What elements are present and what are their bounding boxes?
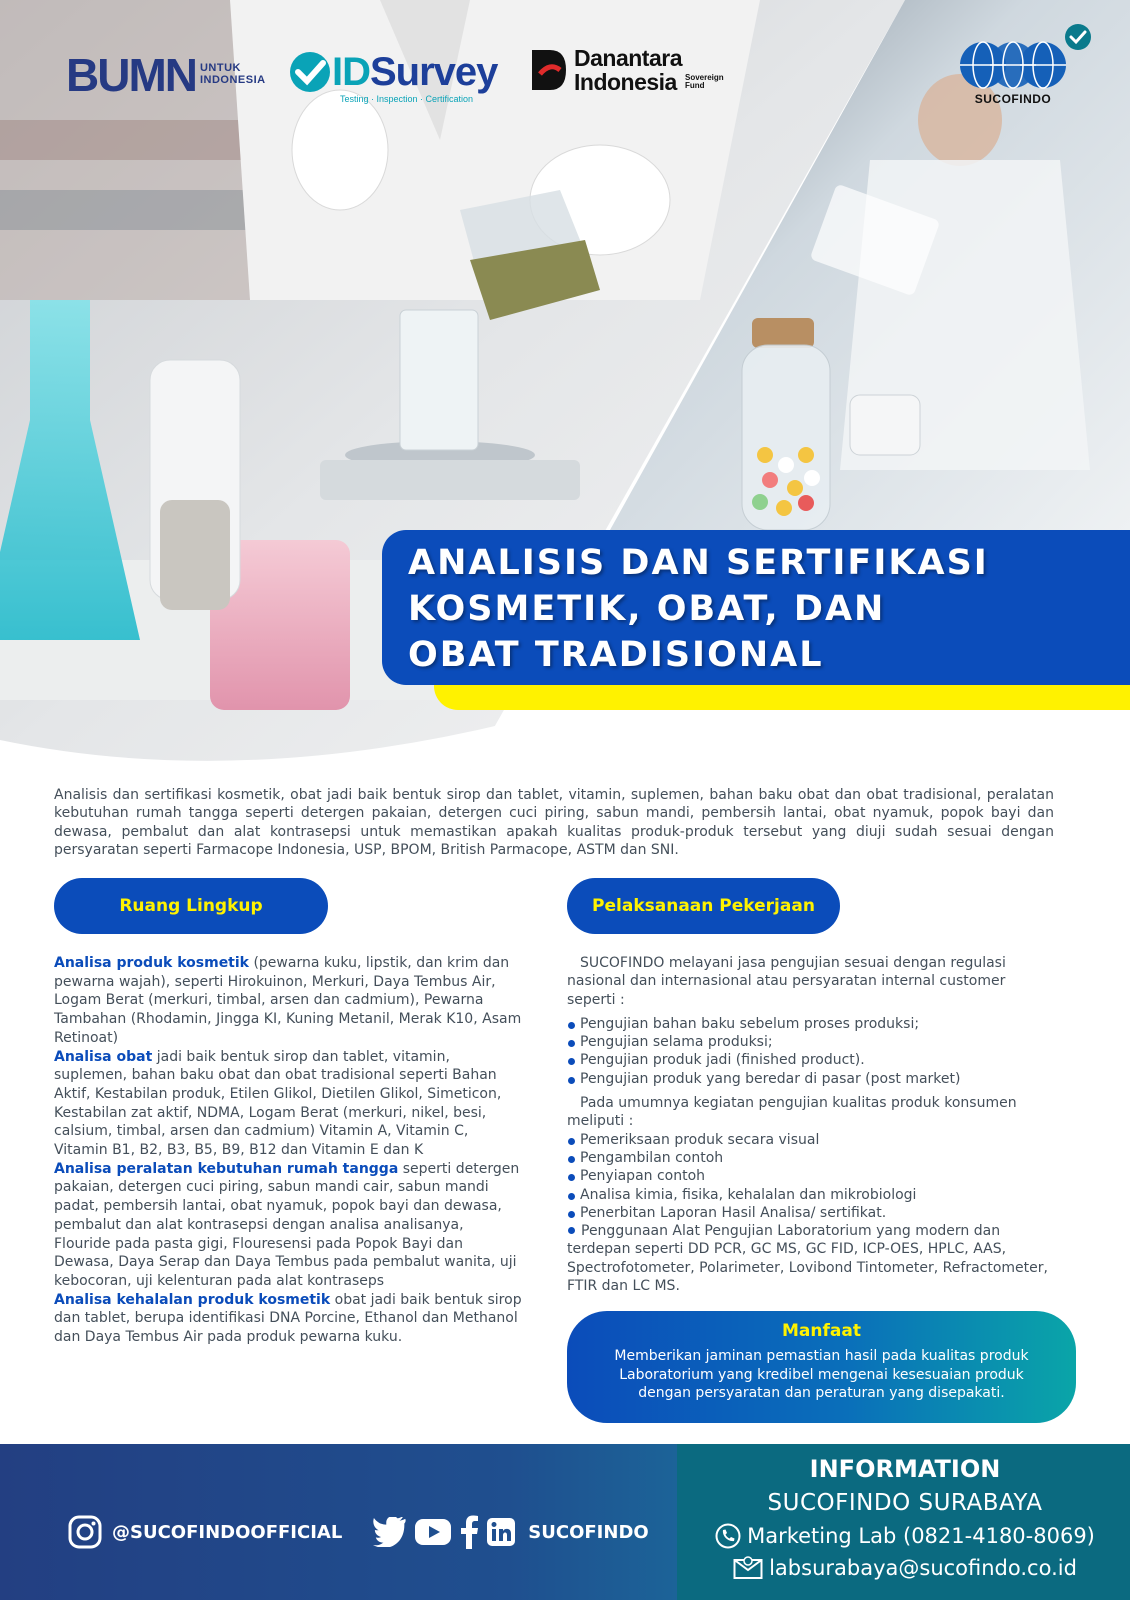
list-item: Pengujian selama produksi; <box>567 1033 1057 1051</box>
danantara-check-badge-icon <box>1063 22 1093 52</box>
contact-info <box>690 1452 1120 1584</box>
info-city: SUCOFINDO SURABAYA <box>767 1490 1043 1516</box>
sucofindo-globe-icon <box>958 40 1068 90</box>
title-line-3: OBAT TRADISIONAL <box>408 635 824 675</box>
pelaksanaan-intro-2: Pada umumnya kegiatan pengujian kualitas produk konsumen meliputi : <box>567 1095 1017 1130</box>
list-item: Penyiapan contoh <box>567 1167 1057 1185</box>
bumn-sub1: UNTUK <box>199 62 241 75</box>
ruang-lingkup-list <box>54 954 524 1347</box>
instagram-icon[interactable] <box>68 1515 102 1549</box>
scope-item-kehalalan <box>54 1291 524 1347</box>
twitter-icon[interactable] <box>372 1517 408 1547</box>
danantara-word: Danantara Indonesia <box>574 45 682 96</box>
linkedin-icon[interactable] <box>486 1517 516 1547</box>
phone-icon <box>715 1523 741 1549</box>
facebook-icon[interactable] <box>458 1515 480 1549</box>
social-name[interactable]: SUCOFINDO <box>528 1521 649 1543</box>
list-item: Pengambilan contoh <box>567 1149 1057 1167</box>
pelaksanaan-content <box>567 954 1057 1295</box>
scope-item-text: (pewarna kuku, lipstik, dan krim dan pewarna wajah), seperti Hirokuinon, Merkuri, Daya Tembus Air, Logam Berat (merkuri, timbal, arsen dan cadmium), Pewarna Tambahan (Rhodamin, Jingga KI, Kuning Metanil, Merak K10, Asam Retinoat) <box>54 955 522 1046</box>
list-item: Pengujian bahan baku sebelum proses produksi; <box>567 1015 1057 1033</box>
danantara-logo <box>532 46 724 94</box>
list-item-equipment <box>567 1222 1057 1295</box>
list-item: Pengujian produk jadi (finished product). <box>567 1051 1057 1069</box>
social-icon-group <box>372 1515 648 1549</box>
idsurvey-word: IDSurvey <box>332 50 498 94</box>
scope-item-text: jadi baik bentuk sirop dan tablet, vitamin, suplemen, bahan baku obat dan obat tradisional seperti Bahan Aktif, Kestabilan produk, Etilen Glikol, Dietilen Glikol, Simeticon, Kestabilan zat aktif, NDMA, Logam Berat (merkuri, nikel, besi, calsium, timbal, arsen dan cadmium) Vitamin A, Vitamin C, Vitamin B1, B2, B3, B5, B9, B12 dan Vitamin E dan K <box>54 1048 502 1159</box>
scope-item-label: Analisa kehalalan produk kosmetik <box>54 1291 331 1308</box>
manfaat-text: Memberikan jaminan pemastian hasil pada kualitas produk Laboratorium yang kredibel mengenai kesesuaian produk dengan persyaratan dan peraturan yang disepakati. <box>614 1348 1029 1401</box>
manfaat-box <box>567 1311 1076 1423</box>
info-title: INFORMATION <box>809 1455 1001 1483</box>
scope-item-rumah-tangga <box>54 1160 524 1291</box>
bumn-logo-sub <box>200 63 266 86</box>
title-line-2: KOSMETIK, OBAT, DAN <box>408 589 886 629</box>
list-item: Analisa kimia, fisika, kehalalan dan mikrobiologi <box>567 1186 1057 1204</box>
ruang-lingkup-heading-text: Ruang Lingkup <box>119 896 263 916</box>
testing-activity-list <box>567 1131 1057 1296</box>
scope-item-label: Analisa produk kosmetik <box>54 955 249 971</box>
pelaksanaan-heading <box>567 878 840 934</box>
idsurvey-tagline: Testing · Inspection · Certification <box>340 94 474 104</box>
bumn-logo <box>66 49 266 101</box>
page-title <box>382 530 1130 685</box>
scope-item-text: obat jadi baik bentuk sirop dan tablet, berupa identifikasi DNA Porcine, Ethanol dan Methanol dan Daya Tembus Air pada produk pewarna kuku. <box>54 1291 522 1346</box>
youtube-icon[interactable] <box>414 1518 452 1546</box>
manfaat-heading: Manfaat <box>782 1321 861 1341</box>
scope-item-text: seperti detergen pakaian, detergen cuci piring, sabun mandi cair, sabun mandi padat, pembersih lantai, obat nyamuk, popok bayi dan dewasa, pembalut dan alat kontrasepsi dengan analisa analisanya, Flouride pada pasta gigi, Flouresensi pada Popok Bayi dan Dewasa, Daya Serap dan Daya Tembus pada pembalut wanita, uji kebocoran, uji kelenturan pada alat kontraseps <box>54 1160 520 1289</box>
idsurvey-logo <box>288 50 498 104</box>
danantara-sovereign: Sovereign Fund <box>684 73 724 91</box>
sucofindo-word: SUCOFINDO <box>974 92 1052 106</box>
scope-item-label: Analisa peralatan kebutuhan rumah tangga <box>54 1160 399 1177</box>
bumn-sub2: INDONESIA <box>199 74 266 86</box>
scope-item-kosmetik <box>54 954 524 1048</box>
pelaksanaan-intro: SUCOFINDO melayani jasa pengujian sesuai dengan regulasi nasional dan internasional atau persyaratan internal customer seperti : <box>567 955 1006 1008</box>
email-text[interactable]: labsurabaya@sucofindo.co.id <box>769 1556 1077 1580</box>
phone-line[interactable] <box>690 1520 1120 1552</box>
email-line[interactable] <box>690 1552 1120 1584</box>
phone-text[interactable]: Marketing Lab (0821-4180-8069) <box>747 1524 1095 1548</box>
idsurvey-check-icon <box>288 50 332 94</box>
partner-logos <box>0 40 1130 130</box>
ruang-lingkup-heading <box>54 878 328 934</box>
intro-paragraph: Analisis dan sertifikasi kosmetik, obat jadi baik bentuk sirop dan tablet, vitamin, suplemen, bahan baku obat dan obat tradisional, peralatan kebutuhan rumah tangga seperti detergen pakaian, detergen cuci piring, sabun mandi, pembersih lantai, obat nyamuk, popok bayi dan dewasa, pembalut dan alat kontrasepsi untuk memastikan apakah kualitas produk-produk tersebut yang diuji sudah sesuai dengan persyaratan seperti Farmacope Indonesia, USP, BPOM, British Parmacope, ASTM dan SNI. <box>54 787 1054 858</box>
danantara-mark-icon <box>532 50 566 90</box>
pelaksanaan-heading-text: Pelaksanaan Pekerjaan <box>592 896 815 916</box>
list-item-equipment-text: Penggunaan Alat Pengujian Laboratorium yang modern dan terdepan seperti DD PCR, GC MS, GC FID, ICP-OES, HPLC, AAS, Spectrofotometer, Polarimeter, Lovibond Tintometer, Refractometer, FTIR dan LC MS. <box>567 1223 1048 1295</box>
testing-stage-list <box>567 1015 1057 1088</box>
social-links <box>68 1512 649 1552</box>
instagram-handle[interactable]: @SUCOFINDOOFFICIAL <box>112 1521 343 1543</box>
bumn-logo-word: BUMN <box>66 49 196 101</box>
list-item: Pemeriksaan produk secara visual <box>567 1131 1057 1149</box>
list-item: Pengujian produk yang beredar di pasar (post market) <box>567 1070 1057 1088</box>
email-icon <box>733 1556 763 1580</box>
list-item: Penerbitan Laporan Hasil Analisa/ sertifikat. <box>567 1204 1057 1222</box>
title-line-1: ANALISIS DAN SERTIFIKASI <box>408 543 989 583</box>
scope-item-label: Analisa obat <box>54 1048 153 1065</box>
sucofindo-logo <box>958 40 1068 106</box>
scope-item-obat <box>54 1048 524 1160</box>
